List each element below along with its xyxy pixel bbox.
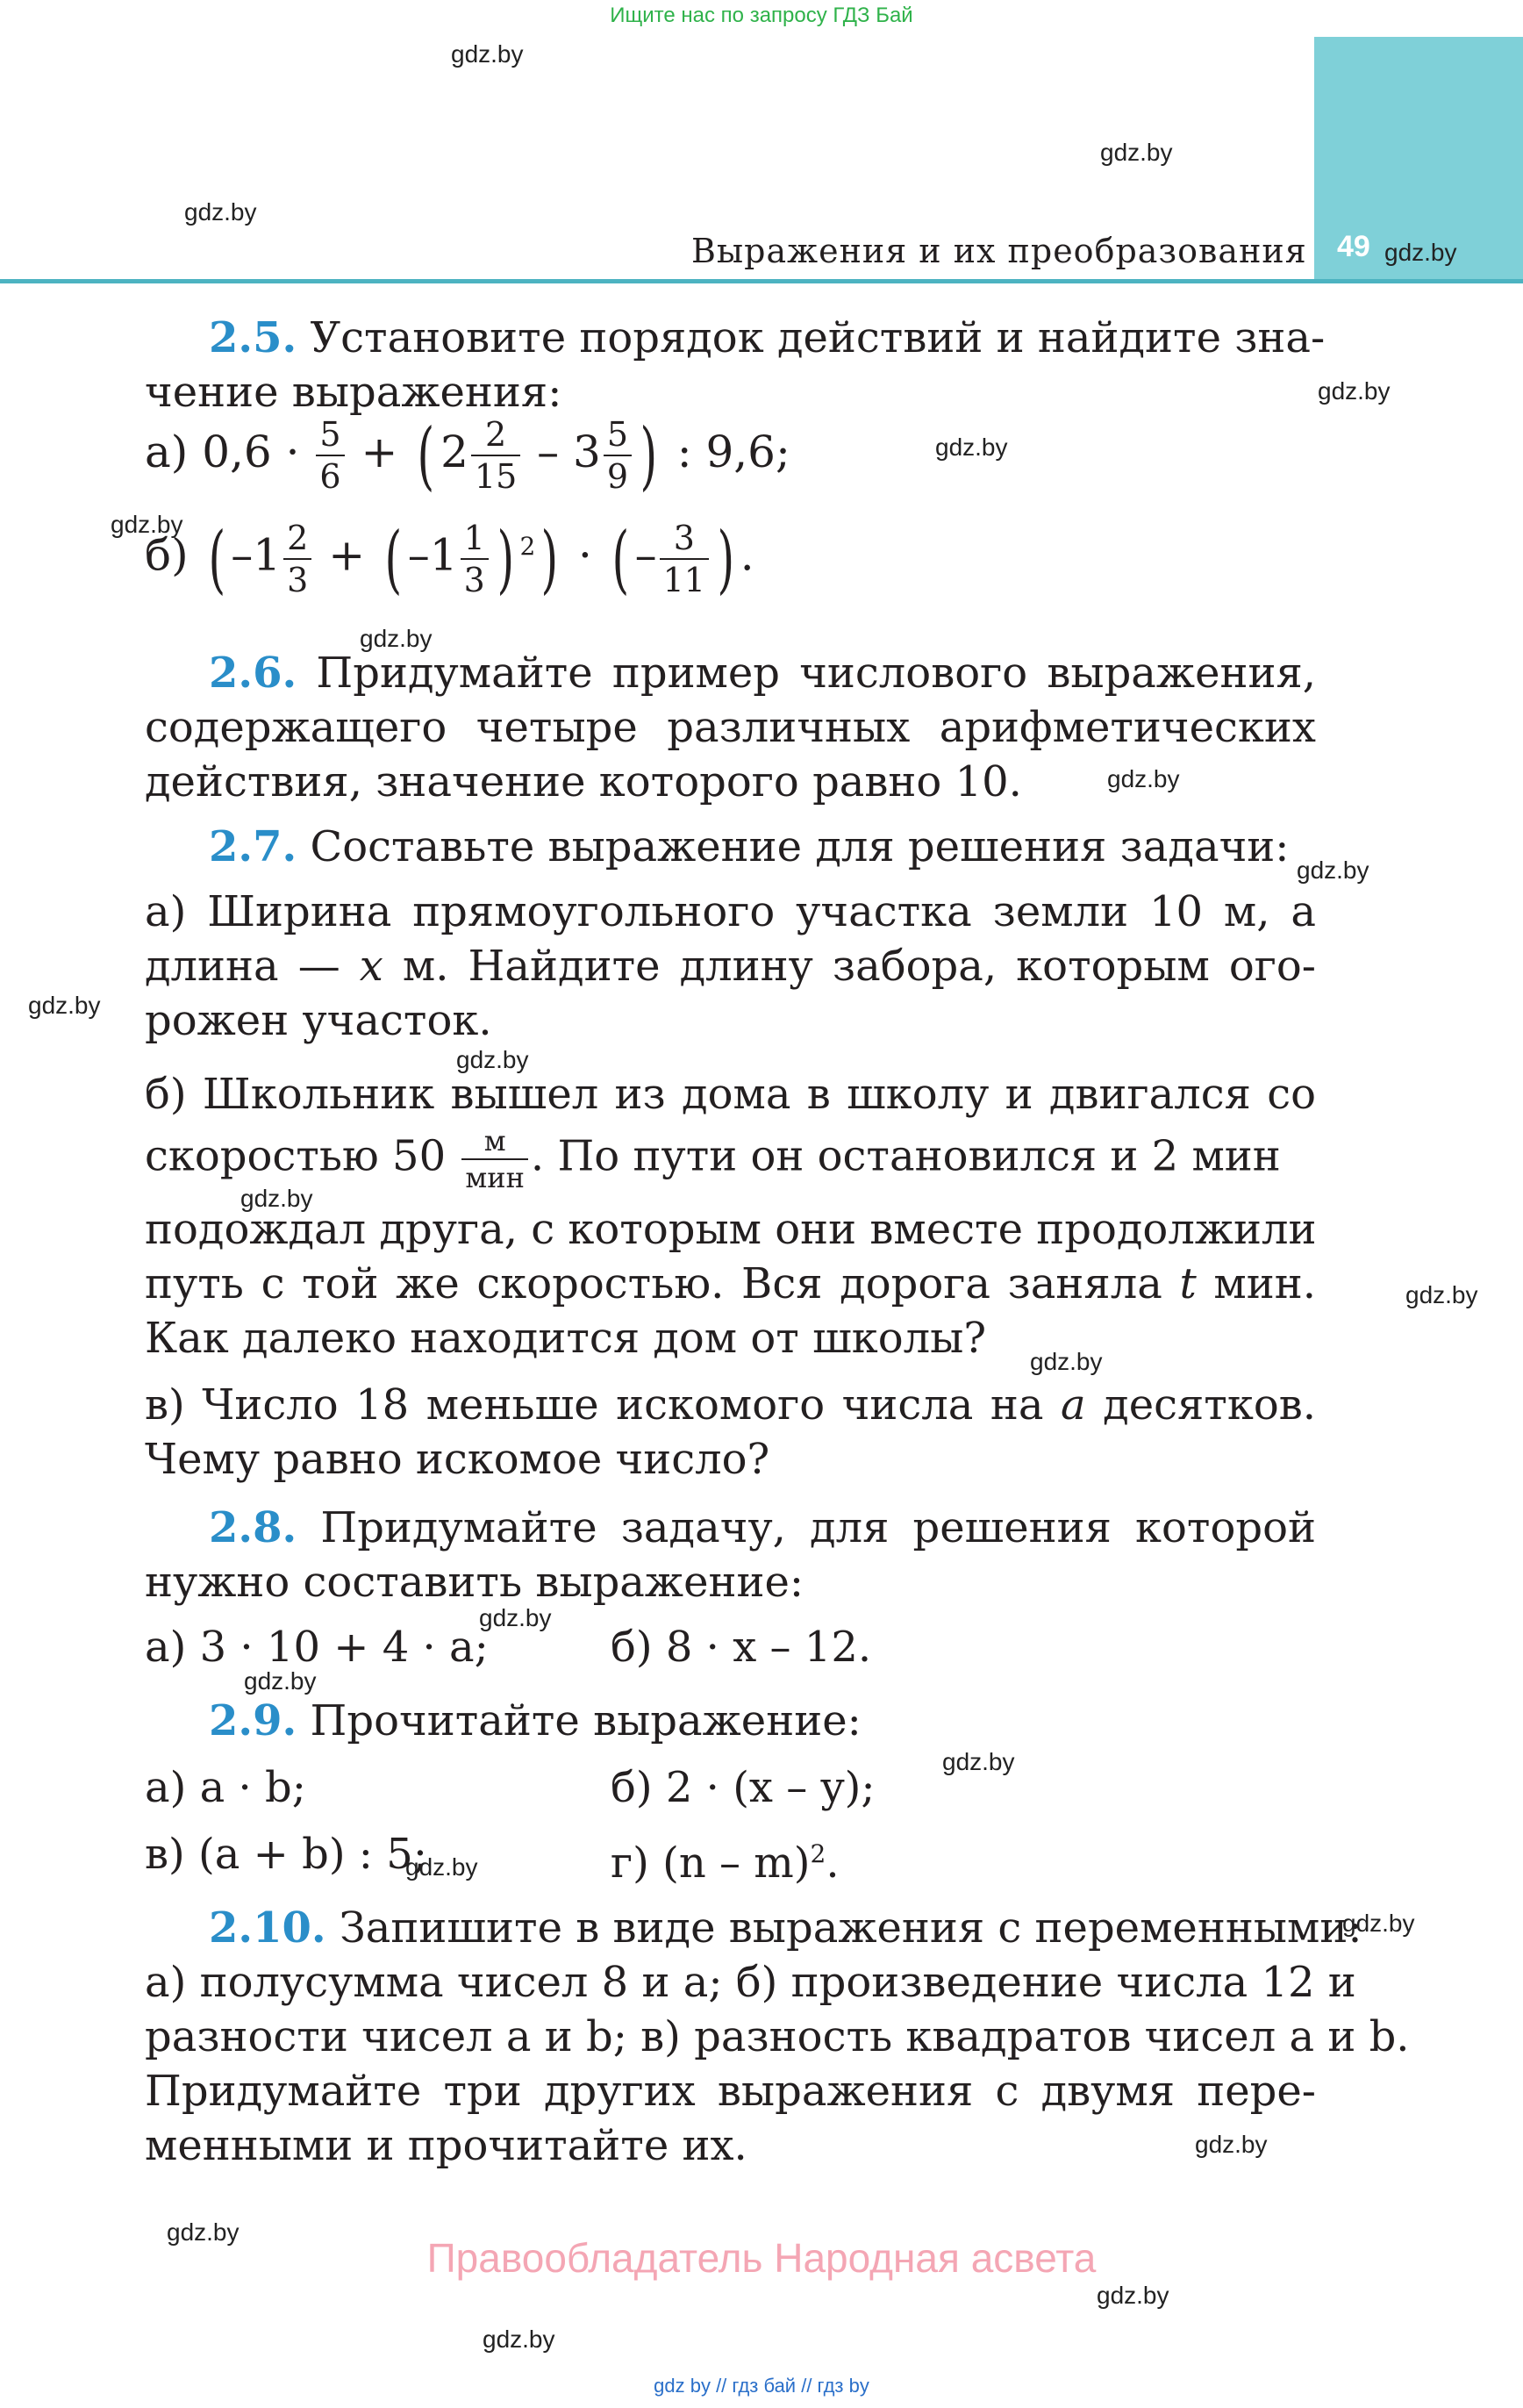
footer-links[interactable]: gdz by // гдз бай // гдз by — [654, 2375, 869, 2397]
watermark: gdz.by — [360, 625, 433, 652]
problem-2-9-item-c: в) (a + b) : 5; — [145, 1830, 427, 1879]
problem-2-5-expression-b: б) ( –1 $\frac{2}{3}$ + ( –1 $\frac{1}{3}$ ) $^2$) · ( – $\frac{3}{11}$ ) . — [145, 515, 754, 602]
problem-2-9-item-b: б) 2 · (x – y); — [611, 1763, 876, 1812]
problem-2-7-b-line-4 — [145, 1257, 1316, 1311]
problem-2-10-line-4: Придумайте три других выражения с двумя пере- — [145, 2067, 1316, 2116]
text: мин. — [1213, 1259, 1316, 1308]
problem-number: 2.7. — [209, 822, 297, 871]
exponent: 2 — [810, 1839, 826, 1868]
top-banner: Ищите нас по запросу ГДЗ Бай — [610, 4, 913, 27]
text: десятков. — [1103, 1380, 1317, 1430]
problem-number: 2.8. — [209, 1503, 297, 1552]
problem-2-5-expression-a: а) 0,6 · $\frac{5}{6}$ + ( 2 $\frac{2}{15}$ – 3 $\frac{5}{9}$ ) : 9,6; — [145, 412, 790, 498]
problem-text: Установите порядок действий и найдите зна- — [310, 313, 1326, 362]
problem-text: Запишите в виде выражения с переменными: — [339, 1903, 1362, 1953]
watermark: gdz.by — [1030, 1348, 1103, 1375]
watermark: gdz.by — [1405, 1281, 1478, 1308]
problem-2-10-line-1 — [209, 1901, 1362, 1955]
problem-2-9-intro — [209, 1694, 1316, 1748]
variable: t — [1179, 1259, 1197, 1308]
problem-text: Прочитайте выражение: — [310, 1696, 862, 1745]
problem-number: 2.6. — [209, 649, 297, 698]
text: г) (n – m) — [611, 1838, 811, 1888]
copyright-notice: Правообладатель Народная асвета — [426, 2235, 1097, 2281]
text: скоростью 50 — [145, 1131, 447, 1181]
page-number: 49 — [1337, 230, 1370, 263]
problem-2-9-item-d — [611, 1827, 1137, 1890]
watermark: gdz.by — [479, 1604, 552, 1631]
problem-2-6-line-1 — [209, 646, 1316, 700]
problem-2-5-line-1 — [209, 311, 1326, 365]
variable: x — [359, 942, 383, 991]
problem-2-10-line-5: менными и прочитайте их. — [145, 2121, 747, 2170]
problem-2-8-line-2: нужно составить выражение: — [145, 1558, 804, 1607]
variable: a — [1061, 1380, 1086, 1430]
problem-2-7-c-line-2: Чему равно искомое число? — [145, 1435, 770, 1484]
watermark: gdz.by — [1318, 377, 1391, 405]
watermark: gdz.by — [935, 434, 1008, 461]
problem-2-7-b-line-3: подождал друга, с которым они вместе продолжили — [145, 1205, 1317, 1254]
watermark: gdz.by — [244, 1667, 317, 1695]
problem-2-7-intro — [209, 820, 1316, 874]
problem-text: Составьте выражение для решения задачи: — [310, 822, 1290, 871]
problem-2-8-line-1 — [209, 1501, 1316, 1555]
text: в) Число 18 меньше искомого числа на — [145, 1380, 1044, 1430]
watermark: gdz.by — [184, 198, 257, 226]
problem-number: 2.10. — [209, 1903, 326, 1953]
watermark: gdz.by — [1107, 765, 1180, 792]
text: путь с той же скоростью. Вся дорога заняла — [145, 1259, 1162, 1308]
watermark: gdz.by — [111, 511, 183, 538]
problem-2-9-item-a: а) a · b; — [145, 1763, 306, 1812]
problem-2-10-line-3: разности чисел a и b; в) разность квадратов чисел a и b. — [145, 2012, 1410, 2061]
problem-number: 2.5. — [209, 313, 297, 362]
problem-2-7-b-line-1: б) Школьник вышел из дома в школу и двигался со — [145, 1070, 1316, 1119]
problem-text: Придумайте пример числового выражения, — [316, 649, 1316, 698]
problem-2-6-line-3: действия, значение которого равно 10. — [145, 757, 1022, 806]
watermark: gdz.by — [28, 992, 101, 1019]
problem-2-7-a-line-1: а) Ширина прямоугольного участка земли 10 м, а — [145, 887, 1316, 936]
problem-2-7-b-line-5: Как далеко находится дом от школы? — [145, 1314, 987, 1363]
problem-2-7-a-line-2 — [145, 939, 1316, 993]
running-head: Выражения и их преобразования — [691, 232, 1307, 270]
watermark: gdz.by — [1195, 2131, 1268, 2158]
watermark: gdz.by — [167, 2218, 240, 2246]
problem-text: Придумайте задачу, для решения которой — [320, 1503, 1316, 1552]
problem-number: 2.9. — [209, 1696, 297, 1745]
problem-2-7-b-line-2 — [145, 1124, 1316, 1194]
watermark: gdz.by — [405, 1853, 478, 1881]
item-label: б) — [145, 529, 189, 581]
speed-unit-fraction: $\frac{м}{\text{мин}}$ — [461, 1127, 528, 1192]
item-label: а) — [145, 426, 189, 477]
watermark: gdz.by — [1342, 1910, 1415, 1937]
problem-2-5-line-2: чение выражения: — [145, 368, 562, 417]
problem-2-8-expression-a: а) 3 · 10 + 4 · a; — [145, 1623, 489, 1672]
text: м. Найдите длину забора, которым ого- — [402, 942, 1316, 991]
text: . — [826, 1838, 840, 1888]
text: . По пути он остановился и 2 мин — [530, 1131, 1281, 1181]
watermark: gdz.by — [942, 1748, 1015, 1775]
text: длина — — [145, 942, 340, 991]
problem-2-10-line-2: а) полусумма чисел 8 и a; б) произведение числа 12 и — [145, 1958, 1356, 2007]
problem-2-6-line-2: содержащего четыре различных арифметических — [145, 703, 1316, 752]
problem-2-7-a-line-3: рожен участок. — [145, 996, 492, 1045]
watermark: gdz.by — [483, 2326, 555, 2353]
watermark: gdz.by — [240, 1185, 313, 1212]
header-rule — [0, 279, 1523, 283]
watermark: gdz.by — [451, 40, 524, 68]
watermark: gdz.by — [456, 1046, 529, 1073]
watermark: gdz.by — [1100, 139, 1173, 166]
watermark: gdz.by — [1297, 856, 1369, 884]
watermark: gdz.by — [1097, 2282, 1169, 2309]
watermark: gdz.by — [1384, 239, 1457, 266]
problem-2-8-expression-b: б) 8 · x – 12. — [611, 1623, 872, 1672]
problem-2-7-c-line-1 — [145, 1378, 1316, 1432]
